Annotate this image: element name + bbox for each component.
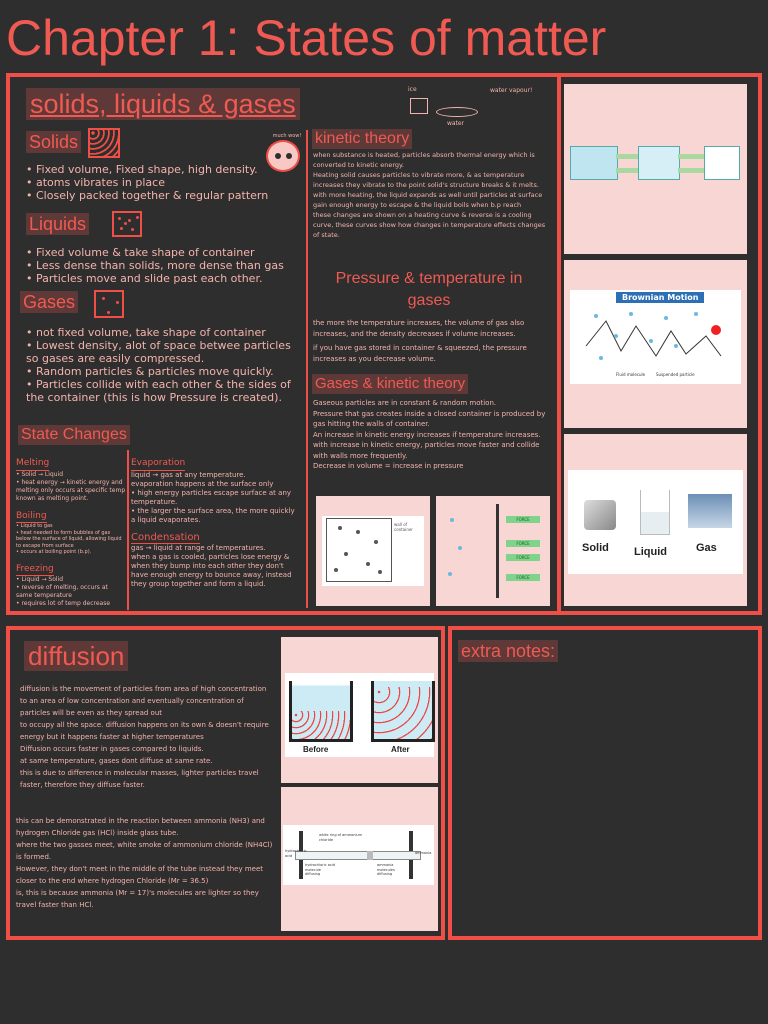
tube-label-ring: white ring of ammonium chloride <box>319 833 363 842</box>
paragraph-line: at same temperature, gases dont diffuse at same rate. <box>20 757 213 765</box>
evaporation-line: • high energy particles escape surface at any temperature. <box>131 488 292 506</box>
paragraph-line: where the two gasses meet, white smoke of ammonium chloride (NH4Cl) is formed. <box>16 841 273 861</box>
vapour-label: water vapour! <box>490 87 533 94</box>
melting-line: • Solid → Liquid <box>16 470 64 478</box>
paragraph-line: Gaseous particles are in constant & random motion. <box>313 399 497 407</box>
paragraph-line: Diffusion occurs faster in gases compared to liquids. <box>20 745 204 753</box>
paragraph-line: if you have gas stored in container & squeezed, the pressure increases as you decrease volume. <box>313 344 527 363</box>
extra-notes-panel <box>448 626 762 940</box>
list-item: • Fixed volume, Fixed shape, high density. <box>26 163 276 176</box>
cloud-image <box>688 494 732 528</box>
force-arrow: FORCE <box>506 554 540 561</box>
paragraph-line: diffusion is the movement of particles from area of high concentration to an area of low concentration and eventually concentration of particles will be even as they spread out <box>20 685 267 717</box>
pressure-heading: Pressure & temperature in gases <box>335 270 523 309</box>
list-item: • Closely packed together & regular pattern <box>26 189 276 202</box>
gases-kinetic-heading: Gases & kinetic theory <box>312 374 468 394</box>
list-item: • Particles move and slide past each other. <box>26 272 286 285</box>
tube-label-ammonia: ammonia <box>415 851 432 855</box>
caption-after: After <box>391 745 410 754</box>
tube-label-ammonia-diffusing: ammonia molecules diffusing <box>377 863 395 876</box>
state-changes-right <box>131 450 301 589</box>
paragraph-line: Heating solid causes particles to vibrate more, & as temperature increases they vibrate to the point solid's structure breaks & it melts. <box>313 171 539 189</box>
condensation-heading: Condensation <box>131 531 200 543</box>
extra-notes-heading: extra notes: <box>458 640 558 662</box>
diffusion-heading: diffusion <box>24 641 128 671</box>
ice-cube-image <box>584 500 616 530</box>
paragraph-line: However, they don't meet in the middle of the tube instead they meet closer to the end where hydrogen Chloride (Mr = 36.5) <box>16 865 264 885</box>
state-changes-divider <box>127 450 129 610</box>
liquids-list <box>26 246 286 285</box>
evaporation-line: liquid → gas at any temperature. <box>131 470 246 479</box>
phase-change-diagram-card <box>564 84 747 254</box>
mascot-label: much wow! <box>272 133 302 139</box>
boiling-line: • Liquid to gas <box>16 523 53 529</box>
liquids-heading: Liquids <box>26 213 89 235</box>
paragraph-line: An increase in kinetic energy increases if temperature increases. with increase in kinetic energy, particles move faster and collide with walls more frequently. <box>313 430 541 460</box>
list-item: • not fixed volume, take shape of container <box>26 326 296 339</box>
kinetic-theory-text <box>313 150 553 240</box>
list-item: • Random particles & particles move quickly. <box>26 365 296 378</box>
force-arrow: FORCE <box>506 516 540 523</box>
freezing-line: • requires lot of temp decrease <box>16 600 111 607</box>
gases-list <box>26 326 296 404</box>
condensation-line: gas → liquid at range of temperatures. <box>131 544 266 552</box>
ice-label: ice <box>408 86 417 93</box>
force-wall-figure <box>436 496 550 606</box>
pressure-text <box>313 318 553 365</box>
force-arrow: FORCE <box>506 574 540 581</box>
liquid-particles-icon <box>112 211 142 237</box>
boiling-heading: Boiling <box>16 511 47 524</box>
caption-gas: Gas <box>696 542 717 554</box>
main-heading: solids, liquids & gases <box>26 88 300 120</box>
condensation-line: when a gas is cooled, particles lose energy & when they bump into each other they don't have enough energy to bounce away, instead they group together and form a liquid. <box>131 553 292 588</box>
phase-photos-card <box>564 434 747 606</box>
boiling-line: • occurs at boiling point (b.p). <box>16 549 92 555</box>
paragraph-line: this is due to difference in molecular masses, lighter particles travel faster, therefore they diffuse faster. <box>20 769 259 789</box>
paragraph-line: with more heating, the liquid expands as well until particles at surface gain enough energy to escape & the liquid boils when b.p reach <box>313 191 543 209</box>
tube-label-hcl-diffusing: hydrochloric acid molecule diffusing <box>305 863 335 876</box>
water-puddle-icon <box>436 107 478 117</box>
melting-heading: Melting <box>16 458 49 471</box>
page-title: Chapter 1: States of matter <box>6 10 607 66</box>
brownian-legend-fluid: Fluid molecule <box>616 372 646 377</box>
paragraph-line: Pressure that gas creates inside a closed container is produced by gas hitting the walls of container. <box>313 409 546 428</box>
diffusion-text-2 <box>16 815 274 911</box>
brownian-motion-card <box>564 260 747 428</box>
caption-liquid: Liquid <box>634 546 667 558</box>
ammonia-tube-card <box>281 787 438 931</box>
evaporation-heading: Evaporation <box>131 458 185 471</box>
list-item: • Less dense than solids, more dense than gas <box>26 259 286 272</box>
force-arrow: FORCE <box>506 540 540 547</box>
paragraph-line: the more the temperature increases, the volume of gas also increases, and the density decreases if volume increases. <box>313 319 525 338</box>
list-item: • Fixed volume & take shape of container <box>26 246 286 259</box>
list-item: • atoms vibrates in place <box>26 176 276 189</box>
state-changes-left <box>16 450 126 608</box>
brownian-legend-particle: Suspended particle <box>656 372 695 377</box>
caption-before: Before <box>303 745 329 754</box>
container-label: wall of container <box>394 522 413 532</box>
gases-kinetic-text <box>313 398 553 472</box>
caption-solid: Solid <box>582 542 609 554</box>
paragraph-line: Decrease in volume = increase in pressure <box>313 462 464 470</box>
brownian-title: Brownian Motion <box>616 292 704 303</box>
paragraph-line: this can be demonstrated in the reaction between ammonia (NH3) and hydrogen Chloride gas (HCl) inside glass tube. <box>16 817 265 837</box>
boiling-line: • heat needed to form bubbles of gas below the surface of liquid, allowing liquid to escape from surface <box>16 529 122 549</box>
evaporation-line: • the larger the surface area, the more quickly a liquid evaporates. <box>131 506 295 524</box>
brownian-path <box>576 306 736 366</box>
diffusion-text-1 <box>20 683 272 791</box>
freezing-line: • Liquid → Solid <box>16 576 64 583</box>
ice-cube-icon <box>410 98 428 114</box>
evaporation-line: evaporation happens at the surface only <box>131 479 274 488</box>
container-particles-figure <box>316 496 430 606</box>
water-label: water <box>447 120 465 127</box>
kinetic-theory-heading: kinetic theory <box>312 129 412 149</box>
water-glass-image <box>640 490 670 535</box>
list-item: • Particles collide with each other & the sides of the container (this is how Pressure is created). <box>26 378 296 404</box>
tube-label-hcl: hydrochloric acid <box>285 849 307 858</box>
melting-line: • heat energy → kinetic energy and melting only occurs at specific temp known as melting point. <box>16 478 126 502</box>
solid-particles-icon <box>88 128 120 158</box>
list-item: • Lowest density, alot of space betwee particles so gases are easily compressed. <box>26 339 296 365</box>
paragraph-line: is, this is because ammonia (Mr = 17)'s molecules are lighter so they travel faster than HCl. <box>16 889 259 909</box>
solids-list <box>26 163 276 202</box>
diffusion-before-after-card <box>281 637 438 783</box>
paragraph-line: these changes are shown on a heating curve & reverse is a cooling curve, these curves show how changes in temperature effects changes of state. <box>313 211 546 239</box>
gas-particles-icon <box>94 290 124 318</box>
paragraph-line: to occupy all the space. diffusion happens on its own & doesn't require energy but it happens faster at higher temperatures <box>20 721 269 741</box>
top-panel-divider <box>557 77 561 611</box>
column-divider <box>306 130 308 608</box>
gases-heading: Gases <box>20 291 78 313</box>
freezing-heading: Freezing <box>16 564 54 577</box>
paragraph-line: when substance is heated, particles absorb thermal energy which is converted to kinetic energy. <box>313 151 535 169</box>
solids-heading: Solids <box>26 131 81 153</box>
state-changes-heading: State Changes <box>18 425 130 445</box>
freezing-line: • reverse of melting, occurs at same temperature <box>16 584 108 599</box>
